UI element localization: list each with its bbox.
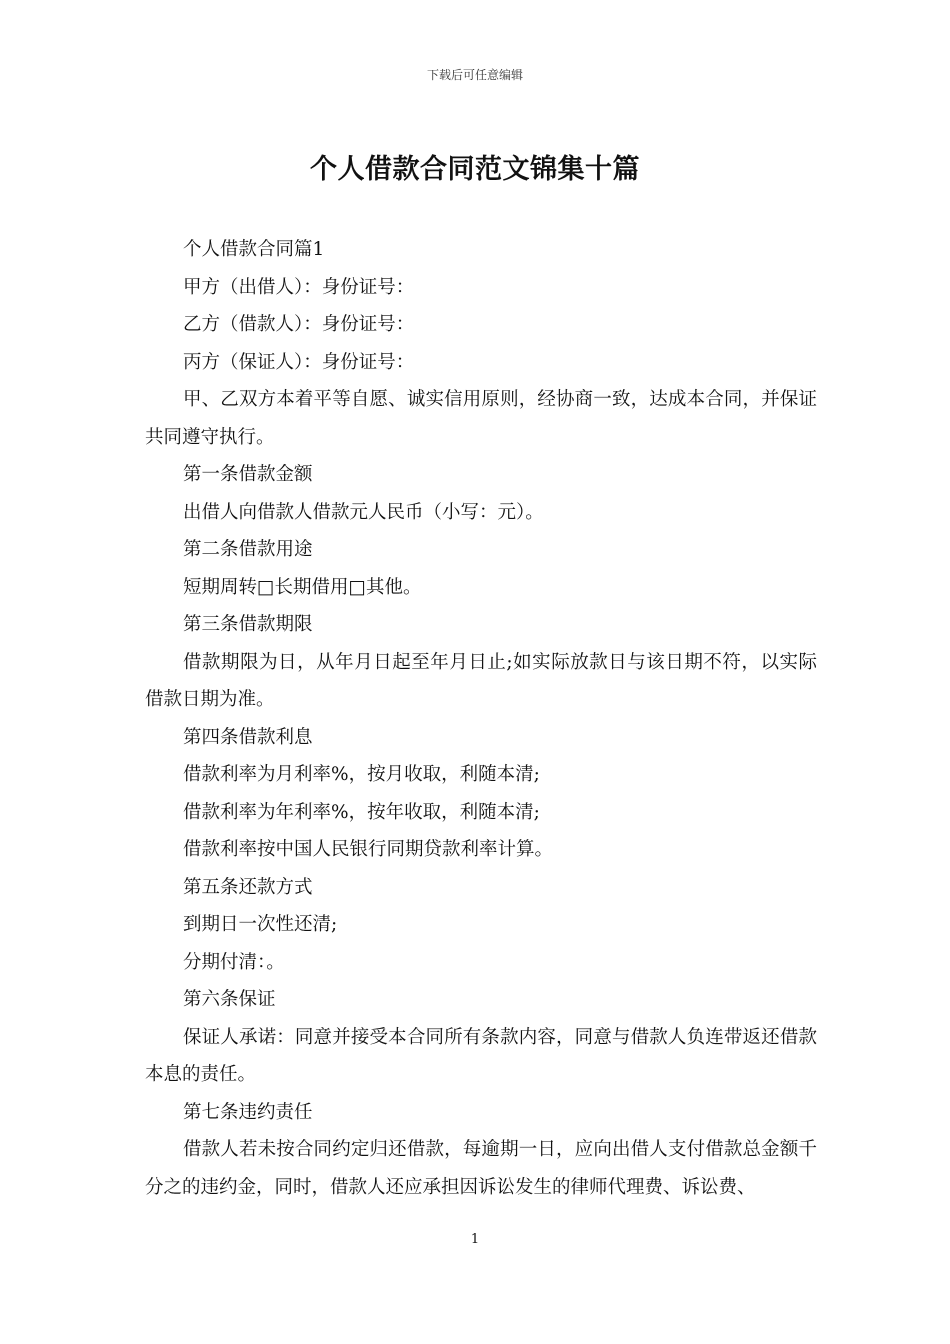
article-3-text: 借款期限为日，从年月日起至年月日止;如实际放款日与该日期不符，以实际借款日期为准。 <box>145 651 817 710</box>
page-number: 1 <box>470 1232 480 1247</box>
page-header: 下载后可任意编辑 <box>426 68 523 82</box>
article-5-heading: 第五条还款方式 <box>183 876 313 898</box>
document-title: 个人借款合同范文锦集十篇 <box>310 154 640 185</box>
article-4-heading: 第四条借款利息 <box>183 726 313 748</box>
article-5-installments: 分期付清：。 <box>183 951 285 973</box>
article-6-heading: 第六条保证 <box>183 989 276 1010</box>
article-4-monthly-rate: 借款利率为月利率%，按月收取，利随本清; <box>183 764 540 785</box>
article-7-text: 借款人若未按合同约定归还借款，每逾期一日，应向出借人支付借款总金额千分之的违约金，同时，借款人还应承担因诉讼发生的律师代理费、诉讼费、 <box>145 1139 817 1198</box>
article-1-heading: 第一条借款金额 <box>183 464 313 485</box>
preamble-paragraph: 甲、乙双方本着平等自愿、诚实信用原则，经协商一致，达成本合同，并保证共同遵守执行。 <box>145 389 817 448</box>
article-1-text: 出借人向借款人借款元人民币（小写：元）。 <box>183 501 544 523</box>
borrower-line: 乙方（借款人）：身份证号： <box>183 314 415 335</box>
article-6-text: 保证人承诺：同意并接受本合同所有条款内容，同意与借款人负连带返还借款本息的责任。 <box>145 1026 817 1085</box>
article-7-heading: 第七条违约责任 <box>183 1101 313 1123</box>
guarantor-line: 丙方（保证人）：身份证号： <box>183 351 415 373</box>
article-5-lump-sum: 到期日一次性还清; <box>183 914 338 935</box>
article-4-pboc-rate: 借款利率按中国人民银行同期贷款利率计算。 <box>183 839 554 860</box>
article-2-text: 短期周转□长期借用□其他。 <box>183 576 422 598</box>
article-3-heading: 第三条借款期限 <box>183 614 313 635</box>
document-body <box>145 231 817 1206</box>
article-2-heading: 第二条借款用途 <box>183 539 313 560</box>
article-4-annual-rate: 借款利率为年利率%，按年收取，利随本清; <box>183 801 540 823</box>
section-heading: 个人借款合同篇1 <box>183 239 325 260</box>
lender-line: 甲方（出借人）：身份证号： <box>183 276 415 298</box>
